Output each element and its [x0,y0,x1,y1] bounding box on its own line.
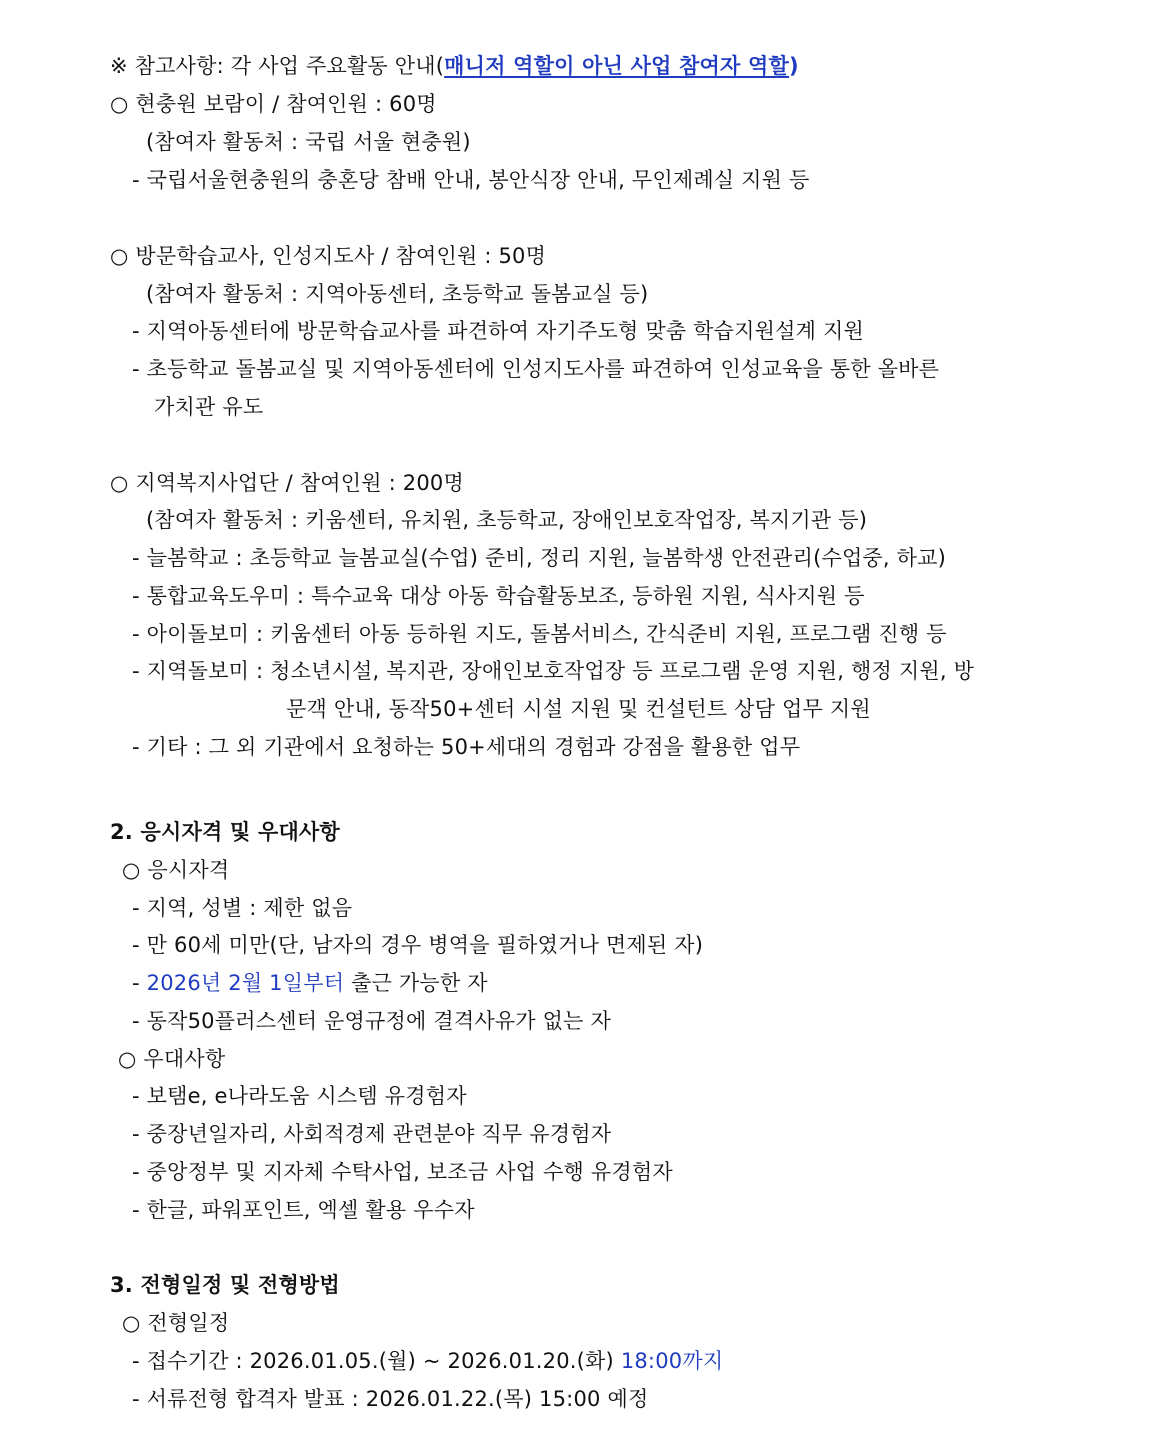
program-item: - 지역돌보미 : 청소년시설, 복지관, 장애인보호작업장 등 프로그램 운영 지원, 행정 지원, 방 [132,659,975,683]
item-dash: - [132,971,147,995]
start-date-rest: 출근 가능한 자 [344,971,488,995]
program-title: ○ 현충원 보람이 / 참여인원 : 60명 [110,92,437,116]
preference-title: ○ 우대사항 [118,1047,226,1071]
program-place: (참여자 활동처 : 키움센터, 유치원, 초등학교, 장애인보호작업장, 복지기관 등) [146,508,868,532]
qualification-item: - 지역, 성별 : 제한 없음 [132,896,353,920]
program-item-continuation: 문객 안내, 동작50+센터 시설 지원 및 컨설턴트 상담 업무 지원 [286,697,871,721]
program-item: - 기타 : 그 외 기관에서 요청하는 50+세대의 경험과 강점을 활용한 업무 [132,735,801,759]
program-item: - 초등학교 돌봄교실 및 지역아동센터에 인성지도사를 파견하여 인성교육을 통한 올바른 [132,357,940,381]
preference-item: - 한글, 파워포인트, 엑셀 활용 우수자 [132,1198,475,1222]
note-prefix: ※ 참고사항: 각 사업 주요활동 안내( [110,54,445,78]
program-place: (참여자 활동처 : 국립 서울 현충원) [146,130,471,154]
program-item: - 늘봄학교 : 초등학교 늘봄교실(수업) 준비, 정리 지원, 늘봄학생 안전관리(수업중, 하교) [132,546,947,570]
note-suffix: ) [789,54,799,78]
section-heading: 2. 응시자격 및 우대사항 [110,820,340,844]
program-item: - 통합교육도우미 : 특수교육 대상 아동 학습활동보조, 등하원 지원, 식사지원 등 [132,584,865,608]
preference-item: - 중장년일자리, 사회적경제 관련분야 직무 유경험자 [132,1122,612,1146]
application-period [132,1346,723,1376]
program-title: ○ 방문학습교사, 인성지도사 / 참여인원 : 50명 [110,244,547,268]
program-item: - 지역아동센터에 방문학습교사를 파견하여 자기주도형 맞춤 학습지원설계 지원 [132,319,864,343]
preference-item: - 보탬e, e나라도움 시스템 유경험자 [132,1084,467,1108]
section-heading: 3. 전형일정 및 전형방법 [110,1273,340,1297]
application-deadline: 18:00까지 [620,1349,724,1373]
application-period-text: - 접수기간 : 2026.01.05.(월) ~ 2026.01.20.(화) [132,1349,621,1373]
program-place: (참여자 활동처 : 지역아동센터, 초등학교 돌봄교실 등) [146,282,649,306]
schedule-title: ○ 전형일정 [122,1311,230,1335]
program-title: ○ 지역복지사업단 / 참여인원 : 200명 [110,471,464,495]
preference-item: - 중앙정부 및 지자체 수탁사업, 보조금 사업 수행 유경험자 [132,1160,673,1184]
qualification-item [132,968,488,998]
start-date-highlight: 2026년 2월 1일부터 [146,971,345,995]
program-item: - 국립서울현충원의 충혼당 참배 안내, 봉안식장 안내, 무인제례실 지원 등 [132,168,810,192]
note-emphasis: 매니저 역할이 아닌 사업 참여자 역할 [444,54,790,78]
qualification-title: ○ 응시자격 [122,858,230,882]
result-announcement: - 서류전형 합격자 발표 : 2026.01.22.(목) 15:00 예정 [132,1387,649,1411]
qualification-item: - 만 60세 미만(단, 남자의 경우 병역을 필하였거나 면제된 자) [132,933,704,957]
reference-note [110,51,799,81]
program-item-continuation: 가치관 유도 [154,395,264,419]
qualification-item: - 동작50플러스센터 운영규정에 결격사유가 없는 자 [132,1009,611,1033]
program-item: - 아이돌보미 : 키움센터 아동 등하원 지도, 돌봄서비스, 간식준비 지원, 프로그램 진행 등 [132,622,947,646]
